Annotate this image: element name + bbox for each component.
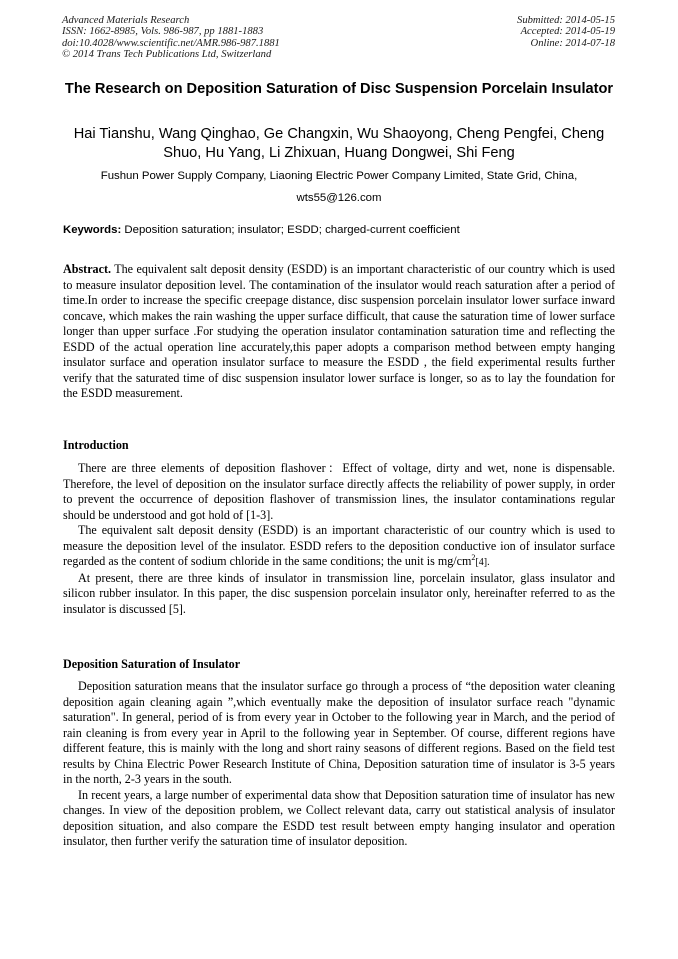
affiliation-text: Fushun Power Supply Company, Liaoning Electric Power Company Limited, State Grid, China, [100,170,578,182]
deposition-paragraph-2: In recent years, a large number of experimental data show that Deposition saturation time of insulator has new changes. In view of the deposition problem, we Collect relevant data, carry out statistical analysis of insulator deposition situation, and also compare the ESDD test result between empty hanging insulator and operation insulator, then further verify the saturation time of insulator deposition. [63,787,615,848]
citation-ref: [4]. [475,557,490,568]
keywords [63,223,618,238]
deposition-section [63,679,615,850]
online-date: Online: 2014-07-18 [530,37,615,49]
intro-paragraph-2 [63,523,615,571]
author-email: wts55@126.com [296,192,382,204]
unit-superscript: 2 [471,552,476,562]
journal-header [62,15,280,60]
abstract-text: The equivalent salt deposit density (ESDD) is an important characteristic of our country which is used to measure insulator deposition level. The contamination of the insulator would reach saturation after a period of time.In order to increase the specific creepage distance, disc suspension porcelain insulator lower surface inward concave, which makes the rain washing the upper surface difficult, that cause the saturation time of lower surface longer than upper surface .For studying the operation insulator contamination saturation time and reflecting the ESDD of the actual operation line accurately,this paper adopts a comparison method between empty hanging insulator surface and operation insulator surface to measure the ESDD , the field experimental results further verify that the saturated time of disc suspension insulator lower surface is longer, so as to lay the foundation for the ESDD measurement. [63,262,615,400]
intro-paragraph-3: At present, there are three kinds of insulator in transmission line, porcelain insulator, glass insulator and silicon rubber insulator. In this paper, the disc suspension porcelain insulator only, hereinafter referred to as the insulator is discussed [5]. [63,570,615,616]
abstract-label: Abstract. [63,262,112,276]
copyright-line: © 2014 Trans Tech Publications Ltd, Switzerland [62,48,272,60]
keywords-label: Keywords: [63,224,122,236]
doi-line: doi:10.4028/www.scientific.net/AMR.986-987.1881 [62,37,280,49]
intro-paragraph-1: There are three elements of deposition flashover：Effect of voltage, dirty and wet, none is dispensable. Therefore, the level of deposition on the insulator surface directly affects the reliability of power supply, in order to prevent the occurrence of deposition flashover of transmission lines, the insulator contaminations regular should be understood and got hold of [1-3]. [63,461,615,522]
submitted-date: Submitted: 2014-05-15 [517,15,615,26]
accepted-date: Accepted: 2014-05-19 [520,26,615,38]
journal-name: Advanced Materials Research [62,15,190,26]
deposition-heading: Deposition Saturation of Insulator [63,657,241,671]
abstract [63,262,615,402]
author-list: Hai Tianshu, Wang Qinghao, Ge Changxin, Wu Shaoyong, Cheng Pengfei, Cheng Shuo, Hu Yang, Li Zhixuan, Huang Dongwei, Shi Feng [73,126,605,161]
introduction-section [63,461,615,617]
issn-line: ISSN: 1662-8985, Vols. 986-987, pp 1881-1883 [62,26,264,38]
affiliation [55,165,623,209]
introduction-heading: Introduction [63,438,129,452]
paper-title: The Research on Deposition Saturation of Disc Suspension Porcelain Insulator [64,81,614,97]
intro-paragraph-2-text: The equivalent salt deposit density (ESDD) is an important characteristic of our country which is used to measure the deposition level of the insulator. ESDD refers to the deposition conductive ion of insulator surface regarded as the content of sodium chloride in the same conditions; the unit is mg/cm [63,523,615,568]
keywords-text: Deposition saturation; insulator; ESDD; charged-current coefficient [121,224,460,236]
deposition-paragraph-1: Deposition saturation means that the insulator surface go through a process of “the deposition water cleaning deposition again cleaning again ”,which eventually make the deposition of insulator surface reach "dynamic saturation". In general, period of is from every year in October to the following year in March, and the period of rain cleaning is from every year in April to the following year in September. Of course, different regions have different feature, this is mainly with the long and short rainy seasons of different regions. Based on the field test results by China Electric Power Research Institute of China, Deposition saturation time of insulator is 3-5 years in the north, 2-3 years in the south. [63,679,615,786]
dates-header [517,15,615,49]
